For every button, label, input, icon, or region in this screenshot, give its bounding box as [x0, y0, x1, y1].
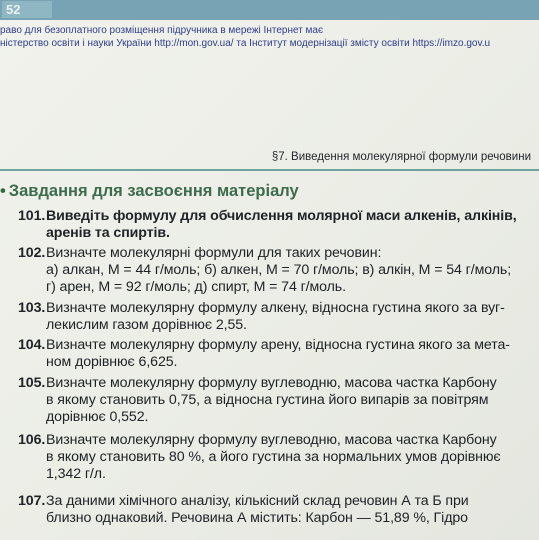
task-text: Виведіть формулу для обчислення молярної маси алкенів, алкінів,: [46, 208, 517, 224]
task-101: [18, 208, 517, 242]
task-104: [18, 337, 510, 371]
task-text: в якому становить 0,75, а відносна густина його випарів за повітрям: [46, 392, 489, 408]
header-rule: [0, 169, 539, 171]
task-number: 102.: [18, 245, 46, 261]
task-text: а) алкан, M = 44 г/моль; б) алкен, M = 70 г/моль; в) алкін, M = 54 г/моль;: [46, 262, 512, 278]
section-title: • Завдання для засвоєння матеріалу: [0, 182, 299, 200]
task-103: [18, 300, 505, 334]
task-text: За даними хімічного аналізу, кількісний склад речовин А та Б при: [46, 493, 469, 509]
task-text: Визначте молекулярну формулу вуглеводню, масова частка Карбону: [46, 375, 497, 391]
bullet-icon: •: [0, 182, 6, 200]
task-number: 104.: [18, 337, 46, 353]
task-102: [18, 245, 511, 296]
task-number: 107.: [18, 493, 46, 509]
task-107: [18, 493, 469, 527]
license-notice-line: раво для безоплатного розміщення підручника в мережі Інтернет має: [0, 25, 324, 36]
task-text: в якому становить 80 %, а його густина за нормальних умов дорівнює: [46, 449, 501, 465]
task-number: 103.: [18, 300, 46, 316]
task-106: [18, 432, 501, 483]
task-number: 101.: [18, 208, 46, 224]
task-text: 1,342 г/л.: [46, 466, 106, 482]
task-text: близно однаковий. Речовина А містить: Карбон — 51,89 %, Гідро: [46, 510, 468, 526]
task-text: лекислим газом дорівнює 2,55.: [46, 317, 247, 333]
task-text: дорівнює 0,552.: [46, 409, 149, 425]
page-number: 52: [2, 1, 52, 18]
license-notice-line: ністерство освіти і науки України http://mon.gov.ua/ та Інститут модернізації змісту освіти https://imzo.gov.u: [0, 38, 491, 49]
task-text: Визначте молекулярну формулу арену, відносна густина якого за мета-: [46, 337, 510, 353]
task-text: г) арен, M = 92 г/моль; д) спирт, M = 74 г/моль.: [46, 279, 346, 295]
page-header-band: [0, 0, 539, 20]
task-text: Визначте молекулярну формулу вуглеводню, масова частка Карбону: [46, 432, 497, 448]
license-notice: [0, 24, 490, 50]
task-text: аренів та спиртів.: [46, 225, 170, 241]
task-105: [18, 375, 497, 426]
task-number: 106.: [18, 432, 46, 448]
task-text: ном дорівнює 6,625.: [46, 354, 178, 370]
task-text: Визначте молекулярну формулу алкену, відносна густина якого за вуг-: [46, 300, 505, 316]
task-number: 105.: [18, 375, 46, 391]
running-head: §7. Виведення молекулярної формули речовини: [271, 151, 531, 163]
task-text: Визначте молекулярні формули для таких речовин:: [46, 245, 382, 261]
